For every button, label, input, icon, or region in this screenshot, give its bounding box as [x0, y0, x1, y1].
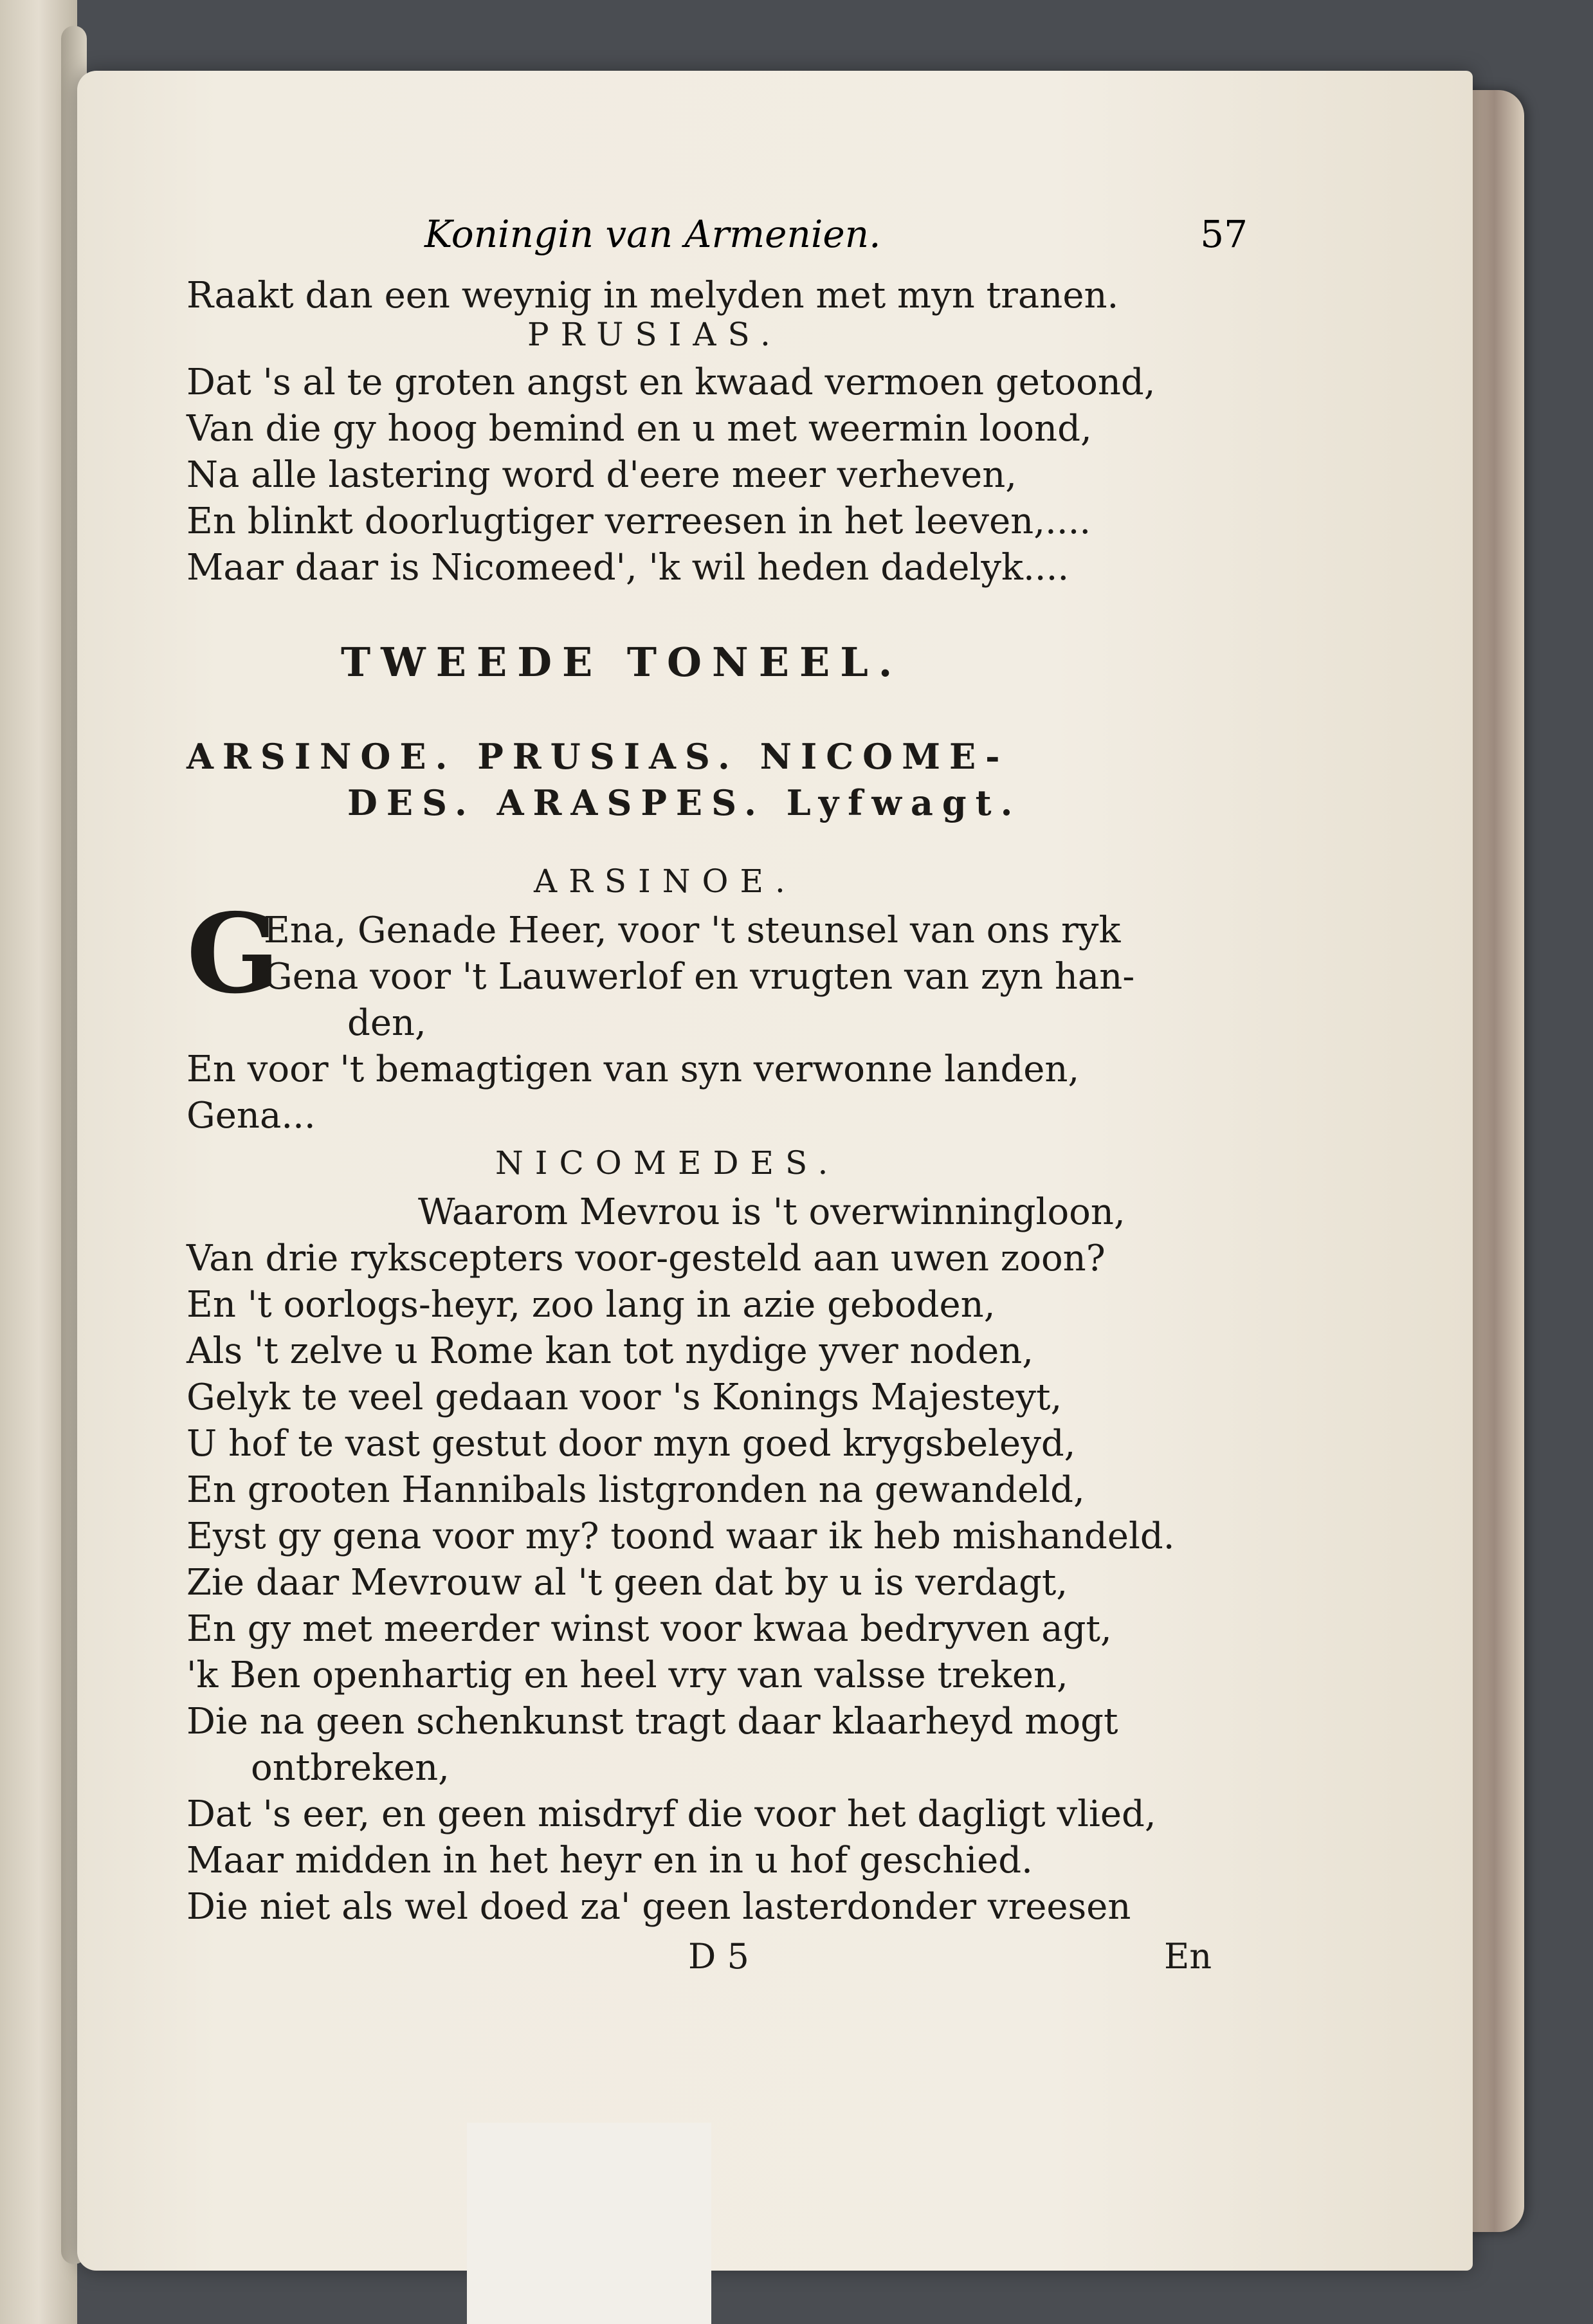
- verse-line: den,: [347, 1002, 426, 1044]
- verse-line: Maar daar is Nicomeed', 'k wil heden dadelyk....: [187, 547, 1070, 589]
- verse-line: Eyst gy gena voor my? toond waar ik heb mishandeld.: [187, 1515, 1175, 1557]
- running-head-title: Koningin van Armenien.: [424, 212, 881, 256]
- verse-line: Gena...: [187, 1095, 316, 1137]
- verse-line: En voor 't bemagtigen van syn verwonne landen,: [187, 1048, 1080, 1090]
- page-number: 57: [1200, 212, 1248, 256]
- cast-list-line1: ARSINOE. PRUSIAS. NICOME-: [187, 736, 1009, 777]
- verse-line: En 't oorlogs-heyr, zoo lang in azie geboden,: [187, 1284, 996, 1326]
- verse-line: 'k Ben openhartig en heel vry van valsse treken,: [187, 1654, 1068, 1696]
- verse-line: Als 't zelve u Rome kan tot nydige yver noden,: [187, 1330, 1034, 1372]
- verse-line: ontbreken,: [251, 1747, 450, 1789]
- verse-line: Van die gy hoog bemind en u met weermin loond,: [187, 408, 1092, 450]
- verse-line: En gy met meerder winst voor kwaa bedryven agt,: [187, 1608, 1112, 1650]
- cast-list-line2: DES. ARASPES. Lyfwagt.: [347, 782, 1022, 823]
- verse-line: Van drie rykscepters voor-gesteld aan uwen zoon?: [187, 1238, 1106, 1279]
- speaker-prusias: PRUSIAS.: [527, 316, 782, 353]
- running-head: [424, 212, 1248, 277]
- verse-line: U hof te vast gestut door myn goed krygsbeleyd,: [187, 1423, 1076, 1465]
- verse-line: Maar midden in het heyr en in u hof geschied.: [187, 1840, 1033, 1881]
- verse-line: Die na geen schenkunst tragt daar klaarheyd mogt: [187, 1701, 1118, 1743]
- verse-line: Gelyk te veel gedaan voor 's Konings Majesteyt,: [187, 1377, 1062, 1418]
- verse-line: Ena, Genade Heer, voor 't steunsel van ons ryk: [264, 910, 1121, 951]
- scene-heading: TWEEDE TONEEL.: [341, 639, 903, 686]
- verse-line: Dat 's eer, en geen misdryf die voor het dagligt vlied,: [187, 1793, 1156, 1835]
- signature-mark: D 5: [688, 1936, 749, 1977]
- verse-line: Na alle lastering word d'eere meer verheven,: [187, 454, 1017, 496]
- verse-line: Dat 's al te groten angst en kwaad vermoen getoond,: [187, 361, 1156, 403]
- verse-line: Waarom Mevrou is 't overwinningloon,: [418, 1191, 1125, 1233]
- catchword: En: [1164, 1936, 1212, 1977]
- drop-cap: G: [187, 890, 280, 1018]
- verse-line: Gena voor 't Lauwerlof en vrugten van zyn han-: [264, 956, 1135, 998]
- verse-line: Die niet als wel doed za' geen lasterdonder vreesen: [187, 1886, 1131, 1928]
- speaker-nicomedes: NICOMEDES.: [495, 1144, 840, 1182]
- verse-line: En grooten Hannibals listgronden na gewandeld,: [187, 1469, 1085, 1511]
- speaker-arsinoe: ARSINOE.: [534, 863, 797, 900]
- verse-line: En blinkt doorlugtiger verreesen in het leeven,....: [187, 500, 1091, 542]
- blank-patch: [467, 2123, 711, 2324]
- verse-line: Zie daar Mevrouw al 't geen dat by u is verdagt,: [187, 1562, 1068, 1604]
- verse-line: Raakt dan een weynig in melyden met myn tranen.: [187, 275, 1119, 316]
